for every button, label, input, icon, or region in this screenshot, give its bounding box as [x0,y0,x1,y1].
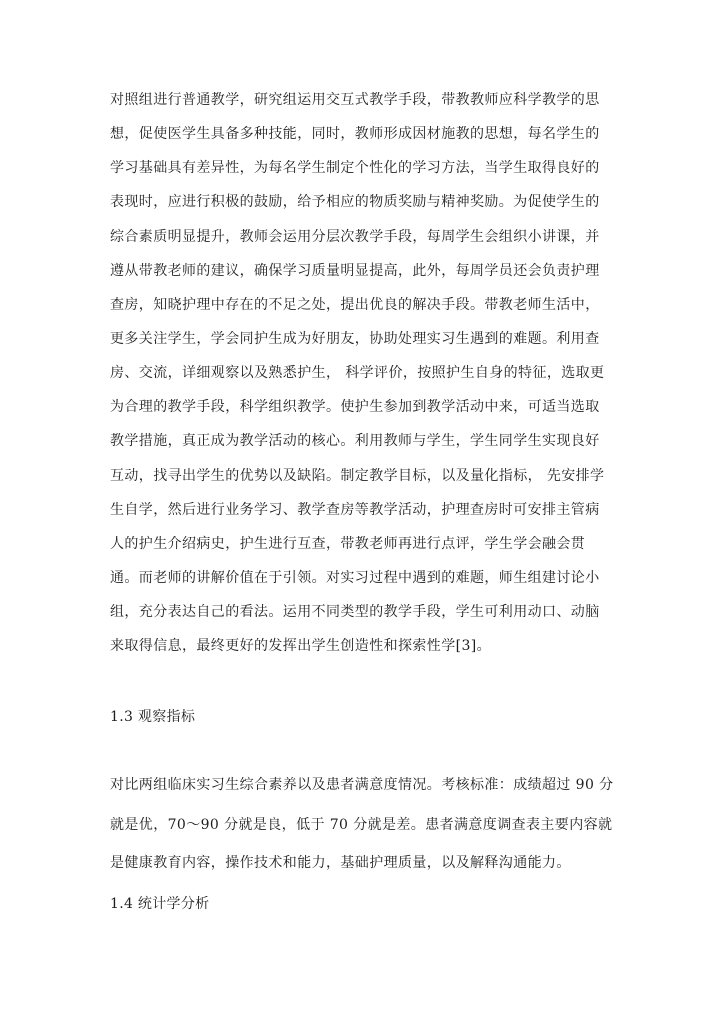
paragraph-line: 通。而老师的讲解价值在于引领。对实习过程中遇到的难题，师生组建讨论小 [110,570,600,586]
paragraph-line: 来取得信息，最终更好的发挥出学生创造性和探索性学[3]。 [110,638,492,654]
paragraph-line: 对比两组临床实习生综合素养以及患者满意度情况。考核标准：成绩超过 90 分 [110,777,614,793]
paragraph-line: 学习基础具有差异性，为每名学生制定个性化的学习方法，当学生取得良好的 [110,160,600,176]
paragraph-line: 房、交流，详细观察以及熟悉护生， 科学评价，按照护生自身的特征，选取更 [110,365,605,381]
paragraph-line: 为合理的教学手段，科学组织教学。使护生参加到教学活动中来，可适当选取 [110,399,600,415]
paragraph-line: 是健康教育内容，操作技术和能力，基础护理质量，以及解释沟通能力。 [110,855,571,871]
paragraph-line: 就是优，70～90 分就是良，低于 70 分就是差。患者满意度调查表主要内容就 [110,817,613,833]
section-heading-statistical-analysis: 1.4 统计学分析 [110,896,210,912]
paragraph-line: 组，充分表达自己的看法。运用不同类型的教学手段，学生可利用动口、动脑 [110,604,600,620]
paragraph-line: 互动，找寻出学生的优势以及缺陷。制定教学目标，以及量化指标， 先安排学 [110,468,605,484]
paragraph-line: 生自学，然后进行业务学习、教学查房等教学活动，护理查房时可安排主管病 [110,502,600,518]
paragraph-line: 想，促使医学生具备多种技能，同时，教师形成因材施教的思想，每名学生的 [110,126,600,142]
paragraph-line: 更多关注学生，学会同护生成为好朋友，协助处理实习生遇到的难题。利用查 [110,331,600,347]
paragraph-line: 对照组进行普通教学，研究组运用交互式教学手段，带教教师应科学教学的思 [110,92,600,108]
paragraph-line: 教学措施，真正成为教学活动的核心。利用教师与学生，学生同学生实现良好 [110,433,600,449]
paragraph-line: 人的护生介绍病史，护生进行互查，带教老师再进行点评，学生学会融会贯 [110,536,586,552]
paragraph-line: 查房，知晓护理中存在的不足之处，提出优良的解决手段。带教老师生活中， [110,297,600,313]
paragraph-line: 综合素质明显提升，教师会运用分层次教学手段，每周学生会组织小讲课，并 [110,229,600,245]
section-heading-observation-indicators: 1.3 观察指标 [110,709,196,725]
paragraph-line: 遵从带教老师的建议，确保学习质量明显提高，此外，每周学员还会负责护理 [110,263,600,279]
paragraph-line: 表现时，应进行积极的鼓励，给予相应的物质奖励与精神奖励。为促使学生的 [110,194,600,210]
